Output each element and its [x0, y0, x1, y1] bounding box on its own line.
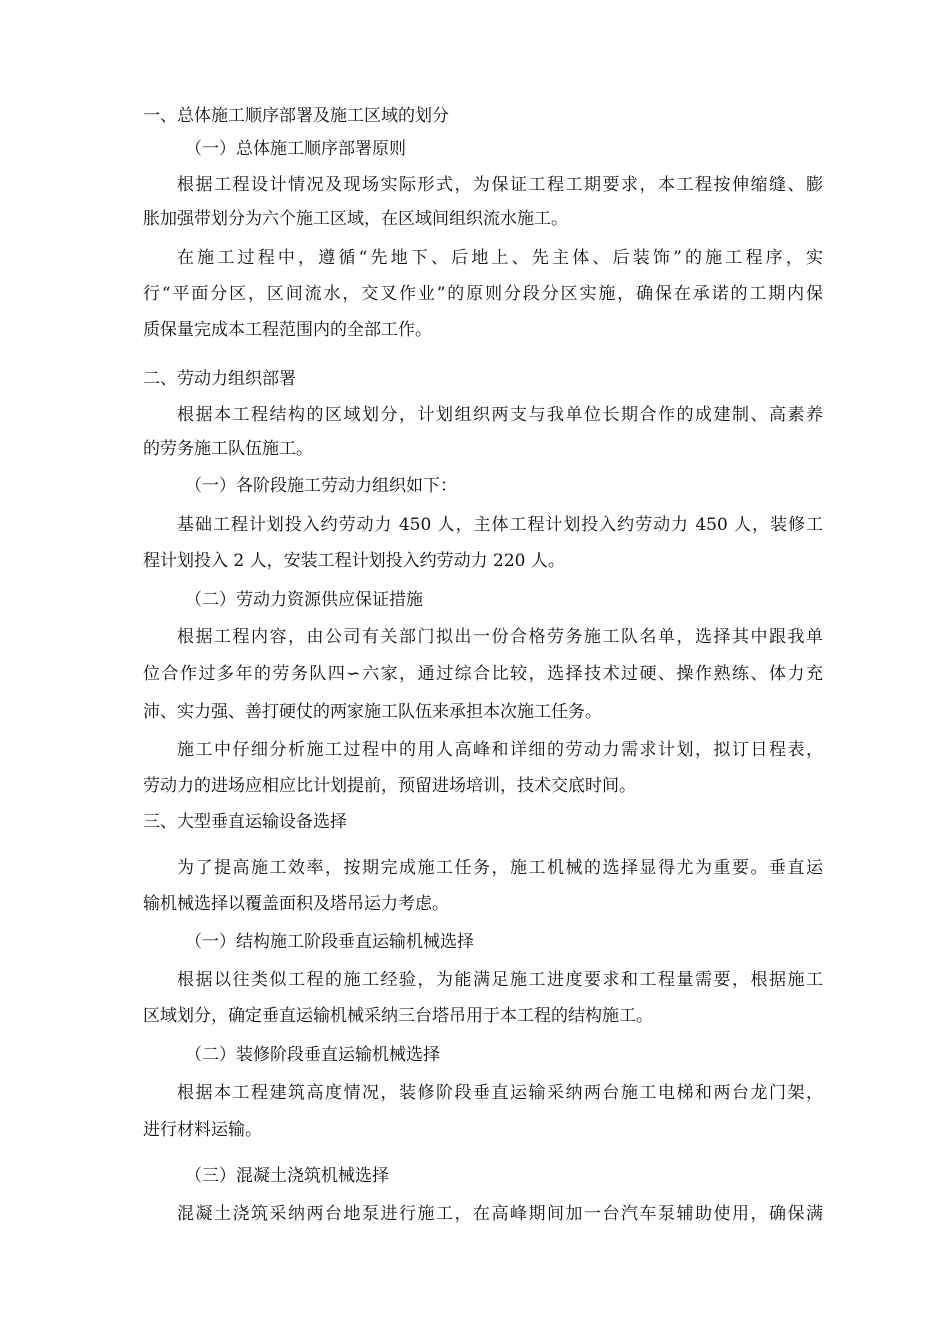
paragraph-line: 基础工程计划投入约劳动力 450 人，主体工程计划投入约劳动力 450 人，装修工 — [177, 515, 823, 535]
paragraph-line: 为了提高施工效率，按期完成施工任务，施工机械的选择显得尤为重要。垂直运 — [177, 858, 823, 878]
subsection-title-2-1: （一）各阶段施工劳动力组织如下： — [185, 476, 457, 496]
subsection-title-3-2: （二）装修阶段垂直运输机械选择 — [185, 1045, 440, 1065]
paragraph-line: 根据本工程结构的区域划分，计划组织两支与我单位长期合作的成建制、高素养 — [177, 405, 823, 425]
section-heading-1: 一、总体施工顺序部署及施工区域的划分 — [143, 106, 449, 126]
paragraph-line: 胀加强带划分为六个施工区域，在区域间组织流水施工。 — [143, 209, 568, 229]
paragraph-line: 混凝土浇筑采纳两台地泵进行施工，在高峰期间加一台汽车泵辅助使用，确保满 — [177, 1204, 823, 1224]
paragraph-line: 行“平面分区，区间流水，交叉作业”的原则分段分区实施，确保在承诺的工期内保 — [143, 284, 823, 304]
paragraph-line: 根据本工程建筑高度情况，装修阶段垂直运输采纳两台施工电梯和两台龙门架， — [177, 1083, 823, 1103]
paragraph-line: 程计划投入 2 人，安装工程计划投入约劳动力 220 人。 — [143, 551, 565, 571]
paragraph-line: 沛、实力强、善打硬仗的两家施工队伍来承担本次施工任务。 — [143, 702, 602, 722]
paragraph-line: 在施工过程中，遵循“先地下、后地上、先主体、后装饰”的施工程序，实 — [177, 248, 823, 268]
paragraph-line: 进行材料运输。 — [143, 1120, 262, 1140]
section-heading-2: 二、劳动力组织部署 — [143, 369, 296, 389]
paragraph-line: 根据以往类似工程的施工经验，为能满足施工进度要求和工程量需要，根据施工 — [177, 970, 823, 990]
paragraph-line: 输机械选择以覆盖面积及塔吊运力考虑。 — [143, 894, 449, 914]
subsection-title-2-2: （二）劳动力资源供应保证措施 — [185, 590, 423, 610]
subsection-title-3-3: （三）混凝土浇筑机械选择 — [185, 1166, 389, 1186]
paragraph-line: 质保量完成本工程范围内的全部工作。 — [143, 320, 432, 340]
subsection-title-1-1: （一）总体施工顺序部署原则 — [185, 139, 406, 159]
section-heading-3: 三、大型垂直运输设备选择 — [143, 812, 347, 832]
paragraph-line: 区域划分，确定垂直运输机械采纳三台塔吊用于本工程的结构施工。 — [143, 1006, 653, 1026]
paragraph-line: 劳动力的进场应相应比计划提前，预留进场培训，技术交底时间。 — [143, 776, 636, 796]
subsection-title-3-1: （一）结构施工阶段垂直运输机械选择 — [185, 932, 474, 952]
paragraph-line: 根据工程设计情况及现场实际形式，为保证工程工期要求，本工程按伸缩缝、膨 — [177, 175, 823, 195]
paragraph-line: 的劳务施工队伍施工。 — [143, 439, 313, 459]
paragraph-line: 根据工程内容，由公司有关部门拟出一份合格劳务施工队名单，选择其中跟我单 — [177, 627, 823, 647]
paragraph-line: 位合作过多年的劳务队四∽六家，通过综合比较，选择技术过硬、操作熟练、体力充 — [143, 664, 823, 684]
paragraph-line: 施工中仔细分析施工过程中的用人高峰和详细的劳动力需求计划，拟订日程表， — [177, 740, 823, 760]
